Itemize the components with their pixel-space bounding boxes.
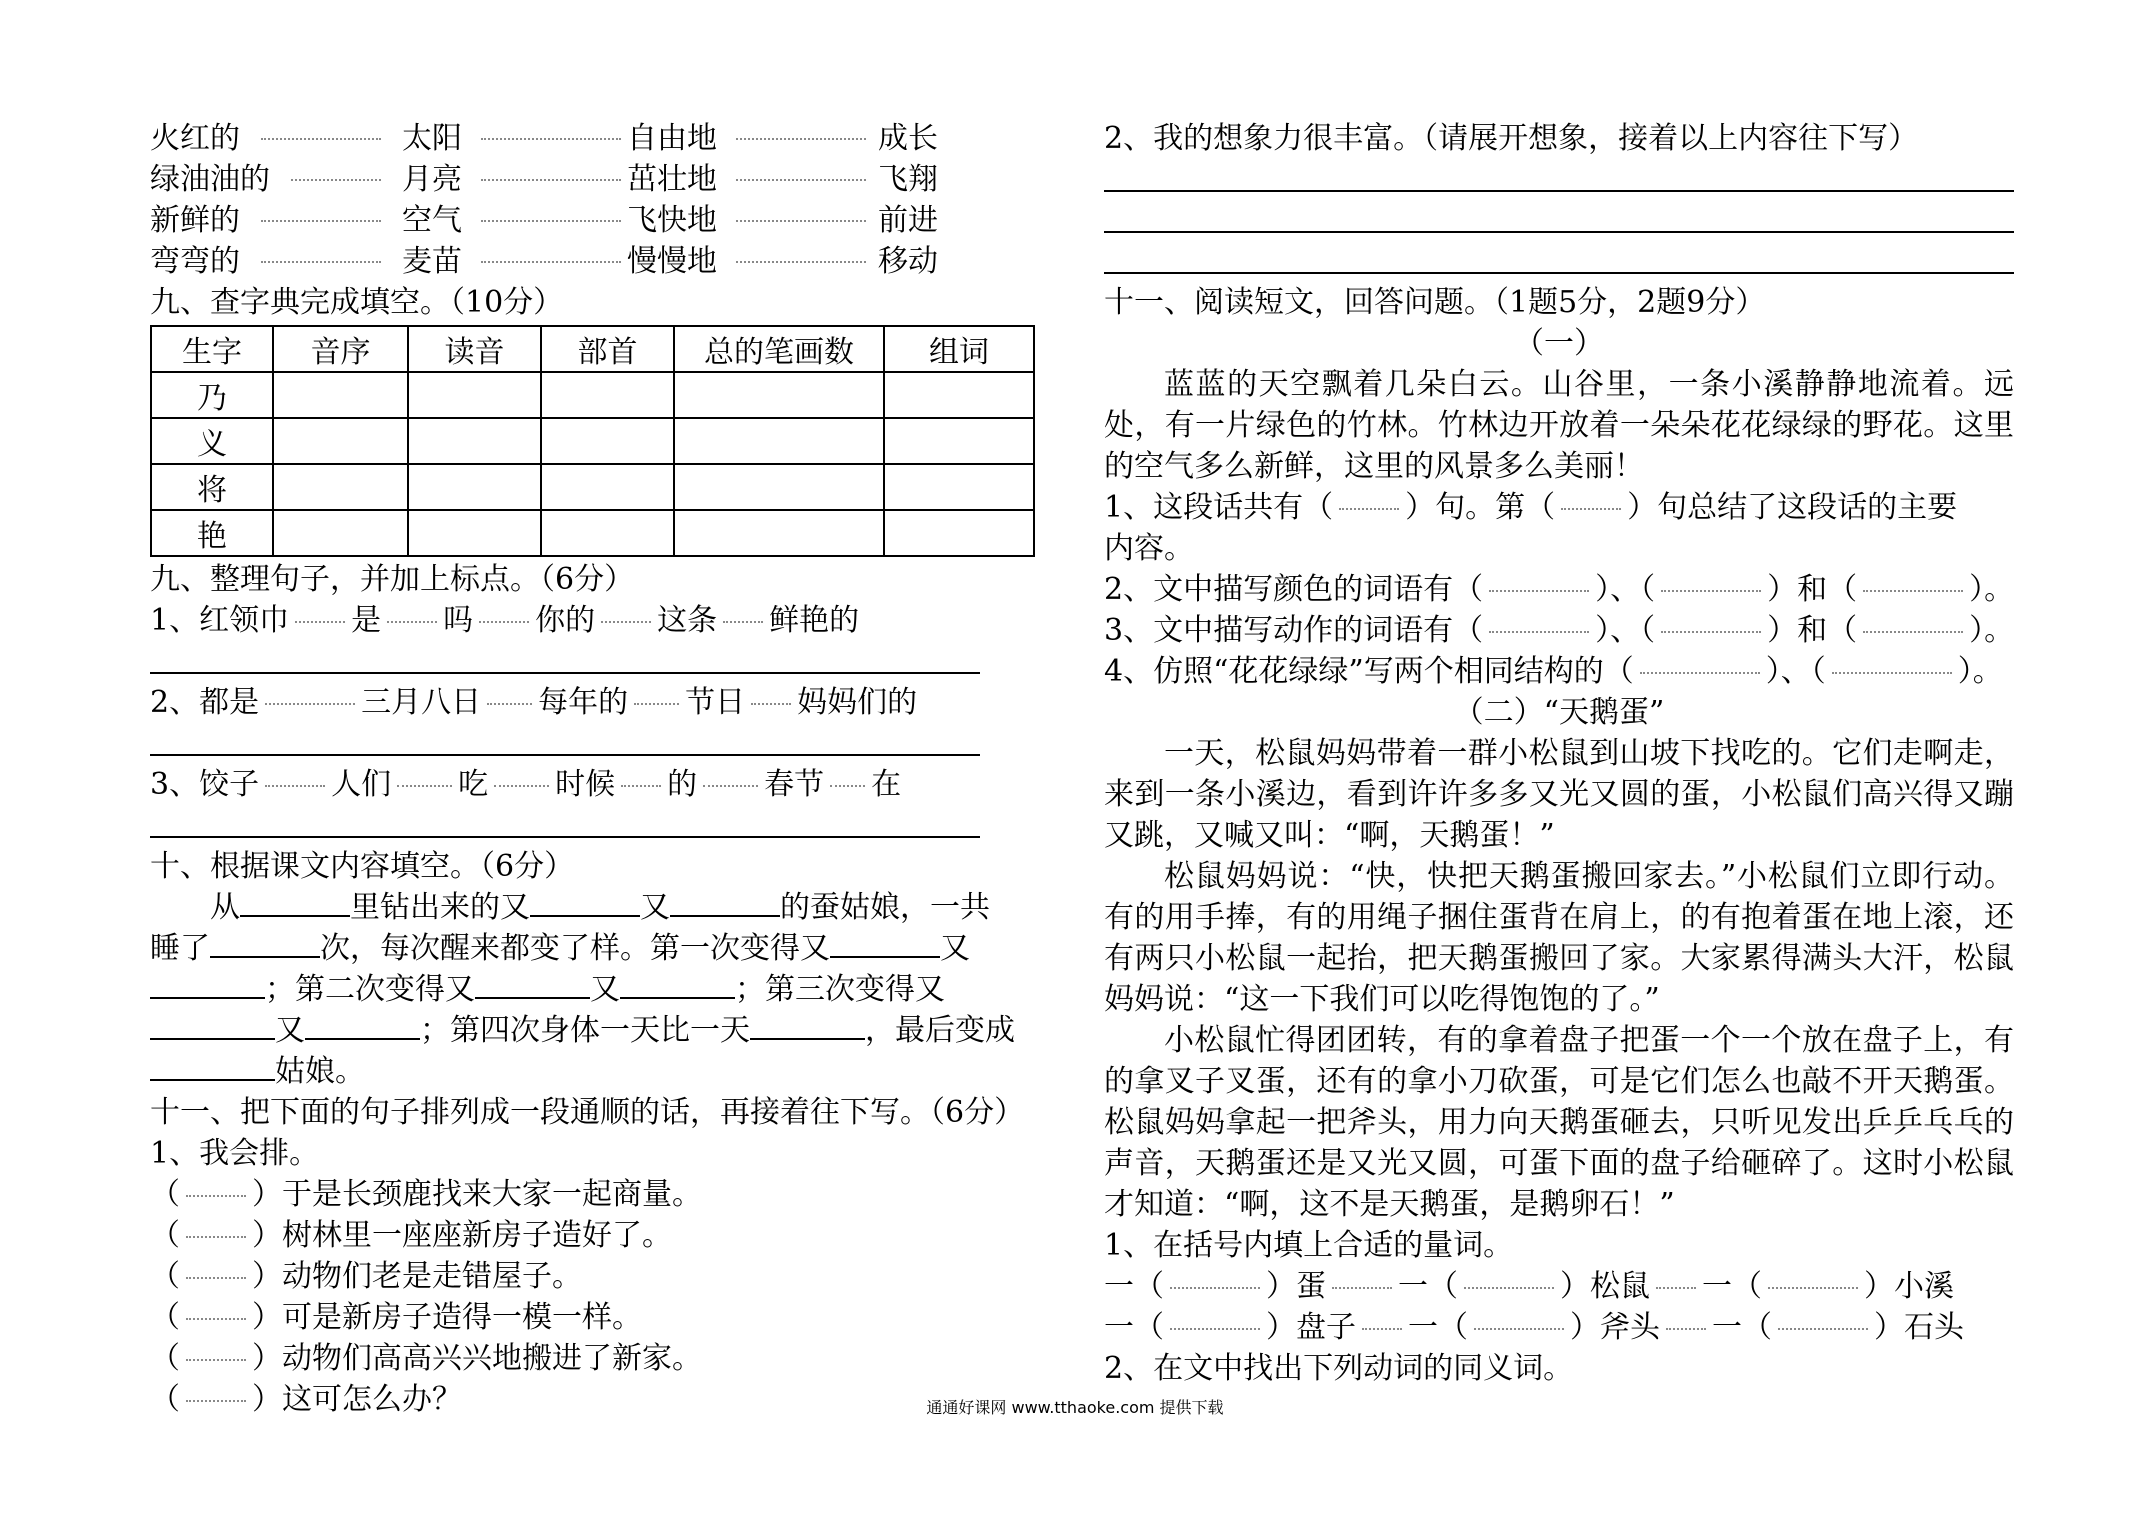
reading-part1-title: （一） xyxy=(1514,326,1604,361)
answer-line[interactable] xyxy=(1104,200,2014,241)
answer-slot[interactable] xyxy=(1464,1287,1554,1289)
reading-section-title: 十一、阅读短文，回答问题。（1题5分，2题9分） xyxy=(1104,285,1766,320)
word-cell: 飞快地 xyxy=(627,203,717,238)
reading-passage-2-para-2: 松鼠妈妈说：“快，快把天鹅蛋搬回家去。”小松鼠们立即行动。有的用手捧，有的用绳子捆住蛋背在肩上，的有抱着蛋在地上滚，还有两只小松鼠一起抬，把天鹅蛋搬回了家。大家累得满头大汗，松鼠妈妈说：“这一下我们可以吃得饱饱的了。” xyxy=(1104,859,2014,1017)
answer-slot[interactable] xyxy=(1661,590,1761,592)
word-chip: 都是 xyxy=(199,685,260,720)
word-chip: 的 xyxy=(667,767,698,802)
sentence-item-1: 1、红领巾 是 吗 你的 这条 鲜艳的 xyxy=(150,603,860,638)
table-header-row xyxy=(151,326,1034,372)
table-cell-blank[interactable] xyxy=(541,372,674,418)
table-cell-blank[interactable] xyxy=(541,418,674,464)
word-chip: 吗 xyxy=(443,603,474,638)
word-chip: 三月八日 xyxy=(361,685,482,720)
measure-row: 一（ ）蛋 一（ ）松鼠 一（ ）小溪 xyxy=(1104,1269,1954,1304)
word-cell: 麦苗 xyxy=(402,244,462,279)
table-cell-blank[interactable] xyxy=(674,510,884,556)
sentence-item-2: 2、都是 三月八日 每年的 节日 妈妈们的 xyxy=(150,685,918,720)
word-cell: 火红的 xyxy=(150,121,240,156)
answer-slot[interactable] xyxy=(1661,631,1761,633)
table-header: 音序 xyxy=(273,326,408,372)
table-cell-blank[interactable] xyxy=(674,372,884,418)
table-cell-blank[interactable] xyxy=(884,372,1034,418)
answer-slot[interactable] xyxy=(1339,508,1399,510)
word-chip: 节日 xyxy=(685,685,746,720)
word-chip: 每年的 xyxy=(538,685,629,720)
order-slot[interactable] xyxy=(186,1318,246,1320)
word-chip: 你的 xyxy=(535,603,596,638)
answer-slot[interactable] xyxy=(1170,1328,1260,1330)
table-cell-blank[interactable] xyxy=(273,464,408,510)
table-cell-blank[interactable] xyxy=(273,372,408,418)
fill-blank[interactable] xyxy=(240,887,350,917)
answer-slot[interactable] xyxy=(1832,672,1952,674)
answer-line[interactable] xyxy=(1104,159,2014,200)
table-cell-char: 将 xyxy=(151,464,273,510)
answer-slot[interactable] xyxy=(1474,1328,1564,1330)
fill-blank[interactable] xyxy=(830,928,940,958)
answer-slot[interactable] xyxy=(1778,1328,1868,1330)
dict-section-title: 九、查字典完成填空。（10分） xyxy=(150,285,564,320)
word-cell: 绿油油的 xyxy=(150,162,270,197)
fill-line-5: 姑娘。 xyxy=(150,1051,1070,1092)
reading-part2-title: （二）“天鹅蛋” xyxy=(1453,695,1665,730)
fill-line-3: ；第二次变得又 又 ；第三次变得又 xyxy=(150,969,1070,1010)
word-cell: 太阳 xyxy=(402,121,462,156)
word-chip: 春节 xyxy=(764,767,825,802)
word-cell: 空气 xyxy=(402,203,462,238)
table-row xyxy=(151,418,1034,464)
answer-slot[interactable] xyxy=(1863,631,1963,633)
sentence-item-3: 3、饺子 人们 吃 时候 的 春节 在 xyxy=(150,767,902,802)
word-cell: 成长 xyxy=(878,121,938,156)
table-row xyxy=(151,510,1034,556)
measure-question: 1、在括号内填上合适的量词。 xyxy=(1104,1228,1514,1263)
word-cell: 月亮 xyxy=(402,162,462,197)
dictionary-table xyxy=(150,325,1035,557)
imagination-prompt: 2、我的想象力很丰富。（请展开想象，接着以上内容往下写） xyxy=(1104,121,1919,156)
table-cell-char: 艳 xyxy=(151,510,273,556)
table-cell-blank[interactable] xyxy=(541,464,674,510)
table-cell-blank[interactable] xyxy=(408,510,541,556)
order-item: （ ）动物们高高兴兴地搬进了新家。 xyxy=(150,1341,702,1376)
word-chip: 鲜艳的 xyxy=(769,603,860,638)
order-slot[interactable] xyxy=(186,1277,246,1279)
table-cell-blank[interactable] xyxy=(408,464,541,510)
table-cell-blank[interactable] xyxy=(884,418,1034,464)
question-4: 4、仿照“花花绿绿”写两个相同结构的（ ）、（ ）。 xyxy=(1104,654,2003,689)
answer-line[interactable] xyxy=(150,805,980,846)
question-1-cont: 内容。 xyxy=(1104,531,1194,566)
fill-blank[interactable] xyxy=(670,887,780,917)
fill-line-4: 又 ；第四次身体一天比一天 ，最后变成 xyxy=(150,1010,1070,1051)
order-slot[interactable] xyxy=(186,1359,246,1361)
table-cell-blank[interactable] xyxy=(408,418,541,464)
order-item: （ ）这可怎么办？ xyxy=(150,1382,462,1417)
text-section-title: 十、根据课文内容填空。（6分） xyxy=(150,849,575,884)
table-cell-blank[interactable] xyxy=(273,510,408,556)
table-cell-blank[interactable] xyxy=(408,372,541,418)
table-header: 部首 xyxy=(541,326,674,372)
word-cell: 飞翔 xyxy=(878,162,938,197)
word-chip: 人们 xyxy=(331,767,392,802)
word-cell: 慢慢地 xyxy=(627,244,717,279)
table-cell-blank[interactable] xyxy=(674,418,884,464)
table-cell-blank[interactable] xyxy=(884,464,1034,510)
answer-slot[interactable] xyxy=(1561,508,1621,510)
question-2: 2、文中描写颜色的词语有（ ）、（ ）和（ ）。 xyxy=(1104,572,2015,607)
sentence-section-title: 九、整理句子，并加上标点。（6分） xyxy=(150,562,635,597)
right-column xyxy=(1104,118,2014,1389)
word-cell: 移动 xyxy=(878,244,938,279)
question-1: 1、这段话共有（ ）句。第（ ）句总结了这段话的主要 xyxy=(1104,490,1958,525)
table-cell-blank[interactable] xyxy=(273,418,408,464)
fill-blank[interactable] xyxy=(620,969,735,999)
table-cell-blank[interactable] xyxy=(884,510,1034,556)
order-item: （ ）于是长颈鹿找来大家一起商量。 xyxy=(150,1177,702,1212)
table-header: 生字 xyxy=(151,326,273,372)
answer-slot[interactable] xyxy=(1489,590,1589,592)
word-chip: 饺子 xyxy=(199,767,260,802)
fill-blank[interactable] xyxy=(150,969,265,999)
order-subtitle: 1、我会排。 xyxy=(150,1136,320,1171)
word-chip: 时候 xyxy=(555,767,616,802)
fill-blank[interactable] xyxy=(750,1010,865,1040)
word-cell: 茁壮地 xyxy=(627,162,717,197)
table-cell-char: 乃 xyxy=(151,372,273,418)
order-item: （ ）树林里一座座新房子造好了。 xyxy=(150,1218,672,1253)
word-chip: 妈妈们的 xyxy=(797,685,918,720)
synonym-question: 2、在文中找出下列动词的同义词。 xyxy=(1104,1351,1574,1386)
word-match-grid xyxy=(150,118,1070,282)
word-cell: 前进 xyxy=(878,203,938,238)
table-header: 总的笔画数 xyxy=(674,326,884,372)
word-chip: 红领巾 xyxy=(199,603,290,638)
word-cell: 自由地 xyxy=(627,121,717,156)
answer-slot[interactable] xyxy=(1863,590,1963,592)
answer-slot[interactable] xyxy=(1170,1287,1260,1289)
order-item: （ ）动物们老是走错屋子。 xyxy=(150,1259,582,1294)
order-section-title: 十一、把下面的句子排列成一段通顺的话，再接着往下写。（6分） xyxy=(150,1095,1025,1130)
table-cell-char: 义 xyxy=(151,418,273,464)
table-cell-blank[interactable] xyxy=(674,464,884,510)
fill-line-2: 睡了 次，每次醒来都变了样。第一次变得又 又 xyxy=(150,928,1070,969)
answer-line[interactable] xyxy=(150,723,980,764)
question-3: 3、文中描写动作的词语有（ ）、（ ）和（ ）。 xyxy=(1104,613,2015,648)
fill-blank[interactable] xyxy=(150,1051,275,1081)
reading-passage-1: 蓝蓝的天空飘着几朵白云。山谷里，一条小溪静静地流着。远处，有一片绿色的竹林。竹林边开放着一朵朵花花绿绿的野花。这里的空气多么新鲜，这里的风景多么美丽！ xyxy=(1104,367,2014,484)
order-slot[interactable] xyxy=(186,1195,246,1197)
table-header: 组词 xyxy=(884,326,1034,372)
left-column xyxy=(150,118,1070,1420)
fill-blank[interactable] xyxy=(305,1010,420,1040)
order-item: （ ）可是新房子造得一模一样。 xyxy=(150,1300,642,1335)
fill-line-1: 从 里钻出来的又 又 的蚕姑娘，一共 xyxy=(150,887,1070,928)
fill-blank[interactable] xyxy=(210,928,320,958)
answer-line[interactable] xyxy=(1104,241,2014,282)
reading-passage-2-para-3: 小松鼠忙得团团转，有的拿着盘子把蛋一个一个放在盘子上，有的拿叉子叉蛋，还有的拿小刀砍蛋，可是它们怎么也敲不开天鹅蛋。松鼠妈妈拿起一把斧头，用力向天鹅蛋砸去，只听见发出乒乒乓乓的声音，天鹅蛋还是又光又圆，可蛋下面的盘子给砸碎了。这时小松鼠才知道：“啊，这不是天鹅蛋，是鹅卵石！” xyxy=(1104,1023,2014,1222)
table-row xyxy=(151,464,1034,510)
fill-blank[interactable] xyxy=(150,1010,275,1040)
fill-blank[interactable] xyxy=(475,969,590,999)
table-row xyxy=(151,372,1034,418)
answer-slot[interactable] xyxy=(1489,631,1589,633)
measure-row: 一（ ）盘子 一（ ）斧头 一（ ）石头 xyxy=(1104,1310,1964,1345)
answer-line[interactable] xyxy=(150,641,980,682)
table-cell-blank[interactable] xyxy=(541,510,674,556)
reading-passage-2-para-1: 一天，松鼠妈妈带着一群小松鼠到山坡下找吃的。它们走啊走，来到一条小溪边，看到许许多多又光又圆的蛋，小松鼠们高兴得又蹦又跳，又喊又叫：“啊，天鹅蛋！” xyxy=(1104,736,2014,853)
word-chip: 吃 xyxy=(458,767,489,802)
word-chip: 这条 xyxy=(657,603,718,638)
word-chip: 在 xyxy=(871,767,902,802)
word-cell: 新鲜的 xyxy=(150,203,240,238)
word-cell: 弯弯的 xyxy=(150,244,240,279)
footer-credit: 通通好课网 www.tthaoke.com 提供下载 xyxy=(926,1398,1224,1417)
order-slot[interactable] xyxy=(186,1236,246,1238)
answer-slot[interactable] xyxy=(1640,672,1760,674)
word-chip: 是 xyxy=(351,603,382,638)
table-header: 读音 xyxy=(408,326,541,372)
fill-blank[interactable] xyxy=(530,887,640,917)
answer-slot[interactable] xyxy=(1768,1287,1858,1289)
